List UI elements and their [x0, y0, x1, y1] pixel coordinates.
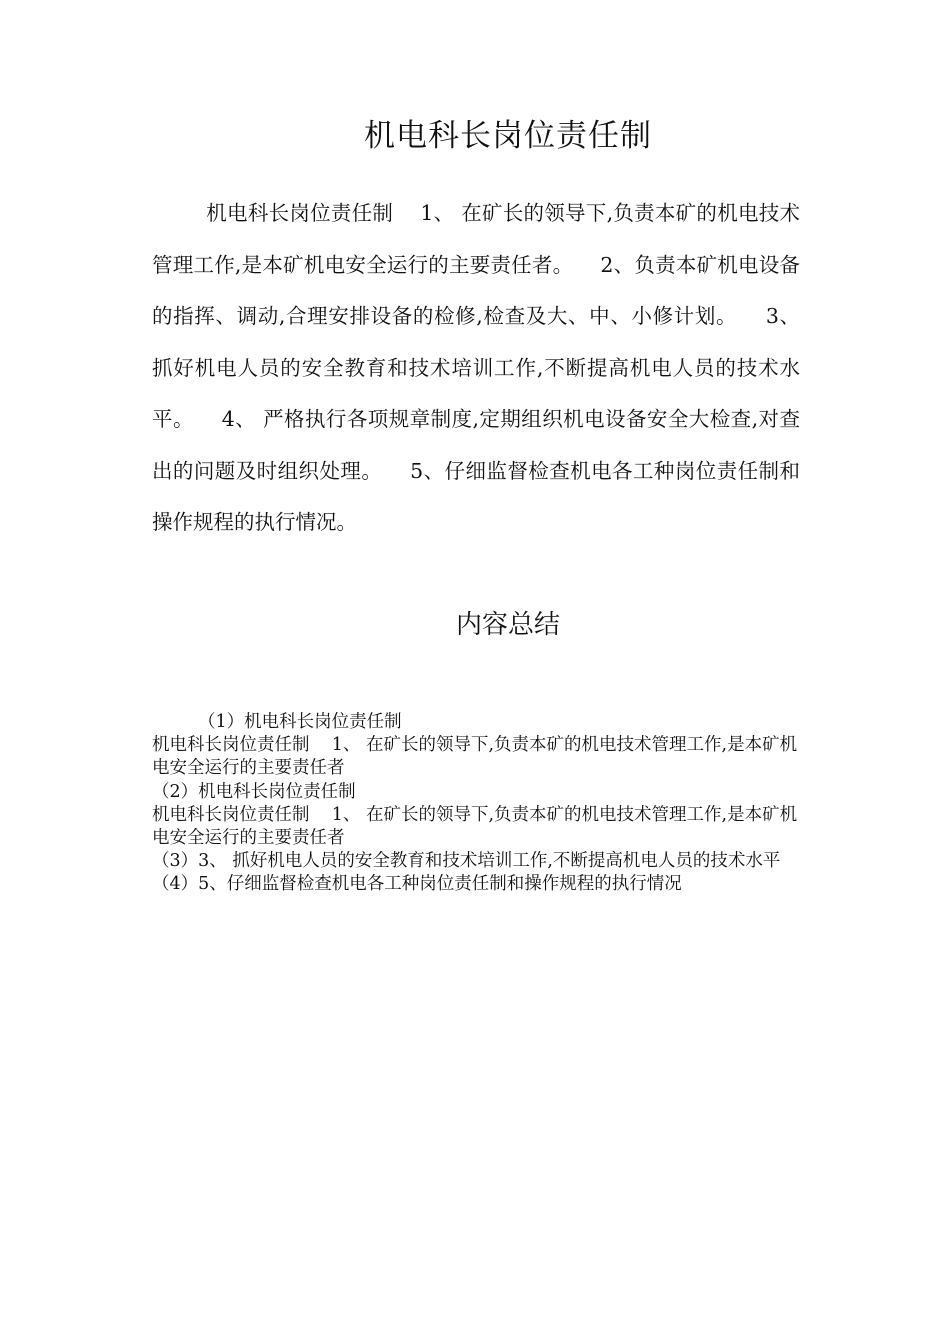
summary-item: （1）机电科长岗位责任制 — [198, 712, 402, 732]
summary-list — [152, 711, 800, 897]
summary-item: 机电科长岗位责任制 1、 在矿长的领导下,负责本矿的机电技术管理工作,是本矿机电安全运行的主要责任者 — [152, 735, 798, 779]
summary-heading: 内容总结 — [455, 610, 560, 640]
document-title: 机电科长岗位责任制 — [364, 118, 652, 154]
summary-item: 机电科长岗位责任制 1、 在矿长的领导下,负责本矿的机电技术管理工作,是本矿机电安全运行的主要责任者 — [152, 804, 798, 849]
document-body: 机电科长岗位责任制 1、 在矿长的领导下,负责本矿的机电技术管理工作,是本矿机电安全运行的主要责任者。 2、负责本矿机电设备的指挥、调动,合理安排设备的检修,检查及大、中、小修计划。 3、 抓好机电人员的安全教育和技术培训工作,不断提高机电人员的技术水平。 4、 严格执行各项规章制度,定期组织机电设备安全大检查,对查出的问题及时组织处理。 5、仔细监督检查机电各工种岗位责任制和操作规程的执行情况。 — [152, 201, 807, 534]
summary-item: （3）3、 抓好机电人员的安全教育和技术培训工作,不断提高机电人员的技术水平 — [152, 851, 781, 872]
summary-item: （2）机电科长岗位责任制 — [152, 781, 356, 802]
summary-item: （4）5、仔细监督检查机电各工种岗位责任制和操作规程的执行情况 — [152, 874, 682, 895]
